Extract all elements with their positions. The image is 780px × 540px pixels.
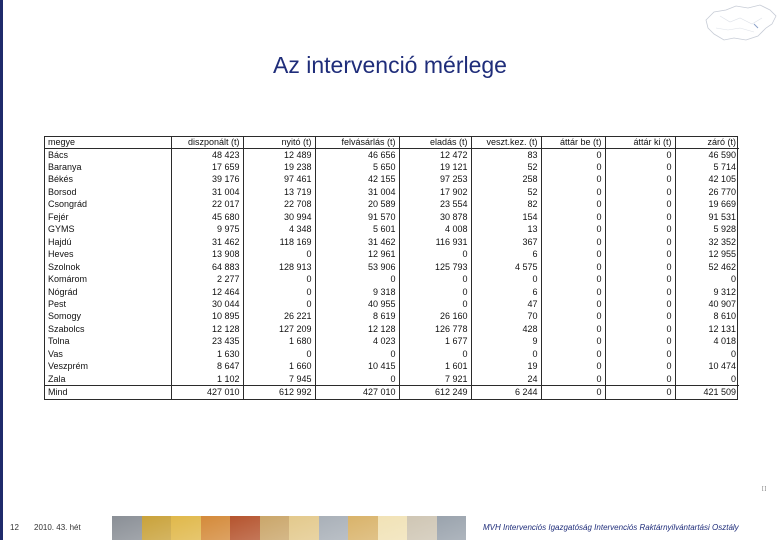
value-cell: 0 [605, 174, 675, 186]
table-row [45, 211, 739, 223]
grain-photo-tile [171, 516, 201, 540]
county-cell: Baranya [48, 162, 82, 173]
col-header-allocated: diszponált (t) [171, 137, 243, 148]
value-cell: 0 [399, 248, 471, 260]
total-value-cell: 612 249 [399, 386, 471, 399]
value-cell: 30 044 [171, 298, 243, 310]
value-cell: 0 [605, 286, 675, 298]
value-cell: 0 [315, 348, 399, 360]
value-cell: 1 680 [243, 335, 315, 347]
county-cell: Heves [48, 249, 74, 260]
value-cell: 9 [471, 335, 541, 347]
value-cell: 47 [471, 298, 541, 310]
value-cell: 52 462 [675, 261, 739, 273]
value-cell: 0 [675, 373, 739, 386]
grain-photo-tile [348, 516, 378, 540]
balance-table-container [44, 136, 738, 400]
value-cell: 46 656 [315, 148, 399, 161]
table-row [45, 373, 739, 386]
value-cell: 23 435 [171, 335, 243, 347]
grain-photo-tile [112, 516, 142, 540]
value-cell: 0 [605, 323, 675, 335]
value-cell: 91 531 [675, 211, 739, 223]
value-cell: 0 [243, 248, 315, 260]
value-cell: 4 575 [471, 261, 541, 273]
total-label-cell: Mind [45, 386, 171, 399]
value-cell: 8 610 [675, 310, 739, 322]
grain-photo-tile [437, 516, 467, 540]
value-cell: 0 [605, 198, 675, 210]
value-cell: 5 650 [315, 161, 399, 173]
value-cell: 0 [605, 223, 675, 235]
value-cell: 0 [399, 273, 471, 285]
department-name: MVH Intervenciós Igazgatóság Intervenciós Raktárnyilvántartási Osztály [483, 523, 739, 532]
left-accent-bar [0, 0, 3, 540]
col-header-loss: veszt.kez. (t) [471, 137, 541, 148]
value-cell: 12 472 [399, 148, 471, 161]
value-cell: 13 [471, 223, 541, 235]
value-cell: 0 [675, 273, 739, 285]
value-cell: 0 [541, 248, 605, 260]
table-row [45, 223, 739, 235]
value-cell: 4 018 [675, 335, 739, 347]
value-cell: 0 [541, 236, 605, 248]
value-cell: 0 [605, 373, 675, 386]
value-cell: 30 878 [399, 211, 471, 223]
county-cell: Veszprém [48, 361, 89, 372]
value-cell: 82 [471, 198, 541, 210]
value-cell: 0 [243, 298, 315, 310]
value-cell: 0 [541, 186, 605, 198]
value-cell: 2 277 [171, 273, 243, 285]
value-cell: 5 928 [675, 223, 739, 235]
total-value-cell: 6 244 [471, 386, 541, 399]
col-header-closing: záró (t) [675, 137, 739, 148]
grain-photo-tile [289, 516, 319, 540]
table-row [45, 335, 739, 347]
grain-photo-tile [142, 516, 172, 540]
county-cell: Szolnok [48, 261, 81, 272]
value-cell: 0 [541, 335, 605, 347]
value-cell: 0 [541, 148, 605, 161]
value-cell: 5 601 [315, 223, 399, 235]
col-header-purchase: felvásárlás (t) [315, 137, 399, 148]
value-cell: 0 [605, 310, 675, 322]
county-cell: Hajdú [48, 236, 72, 247]
value-cell: 0 [605, 248, 675, 260]
value-cell: 0 [541, 261, 605, 273]
value-cell: 97 253 [399, 174, 471, 186]
value-cell: 12 961 [315, 248, 399, 260]
value-cell: 91 570 [315, 211, 399, 223]
table-row [45, 360, 739, 372]
value-cell: 5 714 [675, 161, 739, 173]
page-title: Az intervenció mérlege [273, 52, 507, 78]
value-cell: 0 [605, 348, 675, 360]
value-cell: 127 209 [243, 323, 315, 335]
total-value-cell: 427 010 [315, 386, 399, 399]
table-row [45, 323, 739, 335]
value-cell: 0 [399, 286, 471, 298]
table-row [45, 186, 739, 198]
value-cell: 17 902 [399, 186, 471, 198]
value-cell: 10 474 [675, 360, 739, 372]
table-row [45, 161, 739, 173]
table-header-row [45, 137, 739, 148]
table-row [45, 286, 739, 298]
county-cell: Somogy [48, 311, 82, 322]
county-cell: Komárom [48, 274, 88, 285]
value-cell: 53 906 [315, 261, 399, 273]
value-cell: 8 619 [315, 310, 399, 322]
week-label: 2010. 43. hét [34, 523, 81, 532]
value-cell: 46 590 [675, 148, 739, 161]
grain-photo-strip [112, 516, 466, 540]
value-cell: 0 [315, 273, 399, 285]
value-cell: 26 770 [675, 186, 739, 198]
table-total-row [45, 386, 739, 399]
value-cell: 39 176 [171, 174, 243, 186]
county-cell: Borsod [48, 186, 77, 197]
value-cell: 40 955 [315, 298, 399, 310]
table-row [45, 148, 739, 161]
value-cell: 0 [541, 323, 605, 335]
value-cell: 31 462 [315, 236, 399, 248]
value-cell: 42 105 [675, 174, 739, 186]
value-cell: 12 464 [171, 286, 243, 298]
table-row [45, 310, 739, 322]
value-cell: 0 [243, 273, 315, 285]
value-cell: 1 660 [243, 360, 315, 372]
total-value-cell: 421 509 [675, 386, 739, 399]
value-cell: 70 [471, 310, 541, 322]
total-value-cell: 0 [605, 386, 675, 399]
county-cell: Zala [48, 373, 66, 384]
total-value-cell: 0 [541, 386, 605, 399]
value-cell: 0 [541, 310, 605, 322]
value-cell: 26 160 [399, 310, 471, 322]
value-cell: 19 121 [399, 161, 471, 173]
value-cell: 0 [605, 298, 675, 310]
county-cell: Csongrád [48, 199, 88, 210]
value-cell: 22 708 [243, 198, 315, 210]
value-cell: 0 [541, 286, 605, 298]
total-value-cell: 427 010 [171, 386, 243, 399]
hungary-map-logo [700, 2, 780, 48]
value-cell: 154 [471, 211, 541, 223]
value-cell: 20 589 [315, 198, 399, 210]
value-cell: 126 778 [399, 323, 471, 335]
county-cell: Vas [48, 348, 63, 359]
value-cell: 125 793 [399, 261, 471, 273]
value-cell: 1 677 [399, 335, 471, 347]
col-header-transfer-in: áttár be (t) [541, 137, 605, 148]
value-cell: 0 [605, 335, 675, 347]
value-cell: 0 [675, 348, 739, 360]
value-cell: 0 [541, 211, 605, 223]
value-cell: 12 489 [243, 148, 315, 161]
value-cell: 30 994 [243, 211, 315, 223]
value-cell: 0 [541, 360, 605, 372]
value-cell: 12 131 [675, 323, 739, 335]
value-cell: 428 [471, 323, 541, 335]
value-cell: 0 [605, 211, 675, 223]
value-cell: 64 883 [171, 261, 243, 273]
value-cell: 0 [243, 286, 315, 298]
value-cell: 45 680 [171, 211, 243, 223]
col-header-transfer-out: áttár ki (t) [605, 137, 675, 148]
value-cell: 12 128 [171, 323, 243, 335]
value-cell: 19 669 [675, 198, 739, 210]
value-cell: 19 [471, 360, 541, 372]
value-cell: 0 [541, 198, 605, 210]
value-cell: 0 [541, 161, 605, 173]
col-header-sale: eladás (t) [399, 137, 471, 148]
value-cell: 26 221 [243, 310, 315, 322]
value-cell: 12 128 [315, 323, 399, 335]
value-cell: 31 004 [171, 186, 243, 198]
value-cell: 19 238 [243, 161, 315, 173]
value-cell: 17 659 [171, 161, 243, 173]
value-cell: 48 423 [171, 148, 243, 161]
value-cell: 23 554 [399, 198, 471, 210]
value-cell: 0 [541, 373, 605, 386]
county-cell: Fejér [48, 211, 69, 222]
value-cell: 10 415 [315, 360, 399, 372]
value-cell: 0 [605, 148, 675, 161]
value-cell: 22 017 [171, 198, 243, 210]
value-cell: 9 312 [675, 286, 739, 298]
value-cell: 0 [605, 236, 675, 248]
value-cell: 97 461 [243, 174, 315, 186]
value-cell: 1 102 [171, 373, 243, 386]
value-cell: 83 [471, 148, 541, 161]
value-cell: 128 913 [243, 261, 315, 273]
county-cell: Bács [48, 149, 69, 160]
value-cell: 13 719 [243, 186, 315, 198]
table-row [45, 248, 739, 260]
table-row [45, 174, 739, 186]
value-cell: 0 [605, 360, 675, 372]
col-header-county: megye [45, 137, 171, 148]
value-cell: 0 [315, 373, 399, 386]
grain-photo-tile [201, 516, 231, 540]
value-cell: 0 [399, 298, 471, 310]
table-row [45, 273, 739, 285]
value-cell: 42 155 [315, 174, 399, 186]
county-cell: GYMS [48, 224, 75, 235]
county-cell: Pest [48, 299, 67, 309]
value-cell: 1 630 [171, 348, 243, 360]
value-cell: 12 955 [675, 248, 739, 260]
grain-photo-tile [230, 516, 260, 540]
value-cell: 0 [541, 348, 605, 360]
county-cell: Szabolcs [48, 323, 85, 334]
table-row [45, 236, 739, 248]
value-cell: 40 907 [675, 298, 739, 310]
value-cell: 0 [605, 186, 675, 198]
table-row [45, 298, 739, 310]
value-cell: 24 [471, 373, 541, 386]
col-header-opening: nyitó (t) [243, 137, 315, 148]
county-cell: Nógrád [48, 286, 78, 297]
value-cell: 4 008 [399, 223, 471, 235]
county-cell: Tolna [48, 336, 70, 347]
value-cell: 367 [471, 236, 541, 248]
value-cell: 9 975 [171, 223, 243, 235]
value-cell: 52 [471, 161, 541, 173]
total-value-cell: 612 992 [243, 386, 315, 399]
value-cell: 0 [605, 161, 675, 173]
value-cell: 0 [541, 223, 605, 235]
value-cell: 118 169 [243, 236, 315, 248]
value-cell: 7 945 [243, 373, 315, 386]
table-row [45, 261, 739, 273]
value-cell: 0 [541, 298, 605, 310]
county-cell: Békés [48, 174, 74, 185]
page-number: 12 [10, 523, 19, 532]
value-cell: 1 601 [399, 360, 471, 372]
small-tag: [ ] [762, 486, 767, 492]
value-cell: 7 921 [399, 373, 471, 386]
footer [0, 516, 780, 540]
value-cell: 8 647 [171, 360, 243, 372]
balance-table [45, 137, 739, 399]
grain-photo-tile [260, 516, 290, 540]
value-cell: 0 [471, 273, 541, 285]
value-cell: 13 908 [171, 248, 243, 260]
table-row [45, 198, 739, 210]
value-cell: 0 [541, 174, 605, 186]
grain-photo-tile [378, 516, 408, 540]
value-cell: 9 318 [315, 286, 399, 298]
value-cell: 0 [399, 348, 471, 360]
value-cell: 6 [471, 286, 541, 298]
value-cell: 4 348 [243, 223, 315, 235]
value-cell: 31 462 [171, 236, 243, 248]
value-cell: 4 023 [315, 335, 399, 347]
table-row [45, 348, 739, 360]
grain-photo-tile [319, 516, 349, 540]
value-cell: 258 [471, 174, 541, 186]
value-cell: 32 352 [675, 236, 739, 248]
value-cell: 0 [605, 273, 675, 285]
value-cell: 52 [471, 186, 541, 198]
grain-photo-tile [407, 516, 437, 540]
value-cell: 116 931 [399, 236, 471, 248]
value-cell: 0 [243, 348, 315, 360]
value-cell: 0 [541, 273, 605, 285]
value-cell: 0 [605, 261, 675, 273]
value-cell: 6 [471, 248, 541, 260]
value-cell: 0 [471, 348, 541, 360]
value-cell: 10 895 [171, 310, 243, 322]
value-cell: 31 004 [315, 186, 399, 198]
